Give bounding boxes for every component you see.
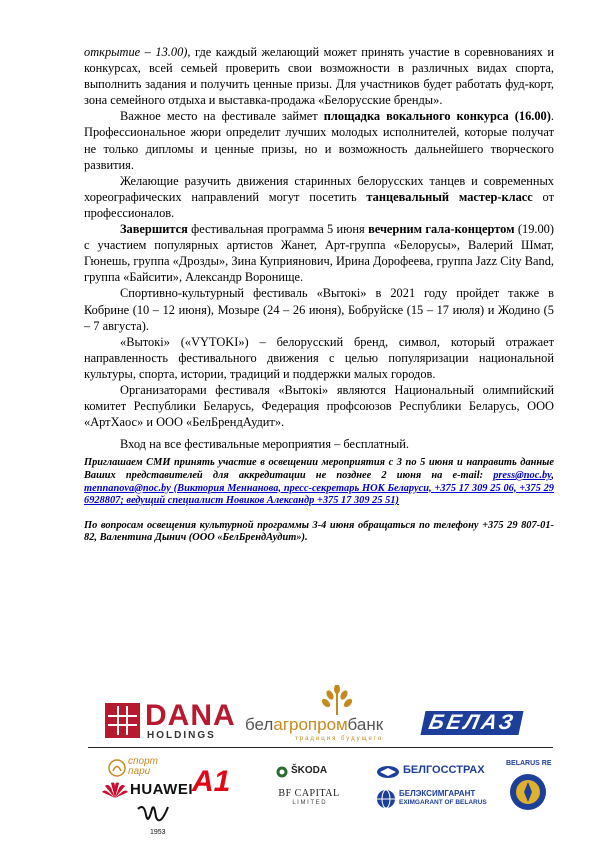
year-1953-logo: 1953	[136, 803, 176, 839]
skoda-logo: ŠKODA	[276, 765, 336, 781]
signature-mark-icon	[136, 803, 170, 829]
huawei-logo: HUAWEI	[102, 777, 190, 807]
belexim-logo: БЕЛЭКСИМГАРАНТ EXIMGARANT OF BELARUS	[376, 788, 496, 812]
accreditation-notice: Приглашаем СМИ принять участие в освещении мероприятия с 3 по 5 июня и направить данные Ваших представителей для аккредитации не позднее 2 июня на e-mail: press@noc.by, mennanova@noc.by (Виктория Меннанова, пресс-секретарь НОК Беларуси, +375 17 309 25 06, +375 29 6928807; ведущий специалист Новиков Александр +375 17 309 25 51)	[84, 457, 554, 507]
paragraph-4: Завершится фестивальная программа 5 июня вечерним гала-концертом (19.00) с участием популярных артистов Жанет, Арт-группа «Белорусы», Валерий Шмат, Гюнешь, группа «Дрозды», Зина Куприянович, Ирина Дорофеева, группа Jazz City Band, группа «Байсити», Александр Воронище.	[84, 222, 555, 285]
vocal-contest: площадка вокального конкурса (16.00)	[323, 109, 551, 124]
dana-grid-icon	[105, 703, 140, 738]
opening-time: открытие – 13.00)	[84, 45, 188, 59]
wheat-icon	[317, 685, 357, 715]
email-link-press[interactable]: press@noc.by	[493, 469, 552, 481]
document-body	[84, 44, 554, 545]
skoda-emblem-icon	[276, 766, 288, 778]
belaz-logo: БЕЛАЗ	[420, 711, 524, 735]
dana-holdings-logo: DANA HOLDINGS	[105, 703, 225, 743]
belarus-re-emblem-icon	[508, 772, 548, 812]
email-link-mennanova[interactable]: mennanova@noc.by	[84, 482, 171, 494]
sport-pari-emblem-icon	[108, 759, 126, 777]
paragraph-5: Спортивно-культурный фестиваль «Вытокі» в 2021 году пройдет также в Кобрине (10 – 12 июня), Мозыре (24 – 26 июня), Бобруйске (15 – 17 июля) и Жодино (5 – 7 августа).	[84, 286, 554, 333]
huawei-petals-icon	[102, 781, 128, 799]
belagroprombank-logo: белагропромбанк традиция будущего	[245, 685, 420, 743]
paragraph-2: Важное место на фестивале займет площадка вокального конкурса (16.00). Профессиональное жюри определит лучших молодых исполнителей, которые получат не только дипломы и ценные призы, но и возможность дальнейшего творческого развития.	[84, 109, 554, 172]
media-notice	[84, 457, 554, 545]
culture-program-contact: По вопросам освещения культурной программы 3-4 июня обращаться по телефону +375 29 807-01-82, Валентина Дынич (ООО «БелБрендАудит»).	[84, 519, 554, 544]
paragraph-6: «Вытокі» («VYTOKI») – белорусский бренд, символ, который отражает направленность фестивального движения с целью популяризации национальной культуры, спорта, истории, традиций и поддержки малых городов.	[84, 334, 554, 381]
paragraph-8: Вход на все фестивальные мероприятия – бесплатный.	[120, 437, 409, 452]
paragraph-1: открытие – 13.00), где каждый желающий может принять участие в соревнованиях и конкурсах, всей семьей проверить свои возможности в различных видах спорта, выполнить задания и получить ценные призы. Для участников будет работать фуд-корт, зона семейного отдыха и выставка-продажа «Белорусские бренды».	[84, 45, 554, 108]
belgosstrakh-logo: БЕЛГОССТРАХ	[376, 763, 486, 781]
globe-icon	[376, 789, 396, 809]
sport-pari-logo: спорт пари	[108, 757, 168, 779]
sponsor-logos-top	[105, 685, 560, 745]
bf-capital-logo: BF CAPITAL L I M I T E D	[278, 788, 340, 806]
belgosstrakh-emblem-icon	[376, 765, 400, 779]
divider-line	[88, 747, 553, 748]
dance-masterclass: танцевальный мастер-класс	[366, 189, 533, 204]
belarus-re-logo: BELARUS RE	[506, 760, 552, 820]
gala-concert: вечерним гала-концертом	[368, 222, 515, 237]
paragraph-3: Желающие разучить движения старинных белорусских танцев и современных хореографических направлений могут посетить танцевальный мастер-класс от профессионалов.	[84, 173, 555, 220]
sponsor-logos-bottom	[88, 755, 553, 840]
paragraph-7: Организаторами фестиваля «Вытокі» являются Национальный олимпийский комитет Республики Беларусь, Федерация профсоюзов Республики Беларусь, ООО «АртХаос» и ООО «БелБрендАудит».	[84, 382, 554, 430]
a1-logo: A1	[192, 765, 231, 798]
